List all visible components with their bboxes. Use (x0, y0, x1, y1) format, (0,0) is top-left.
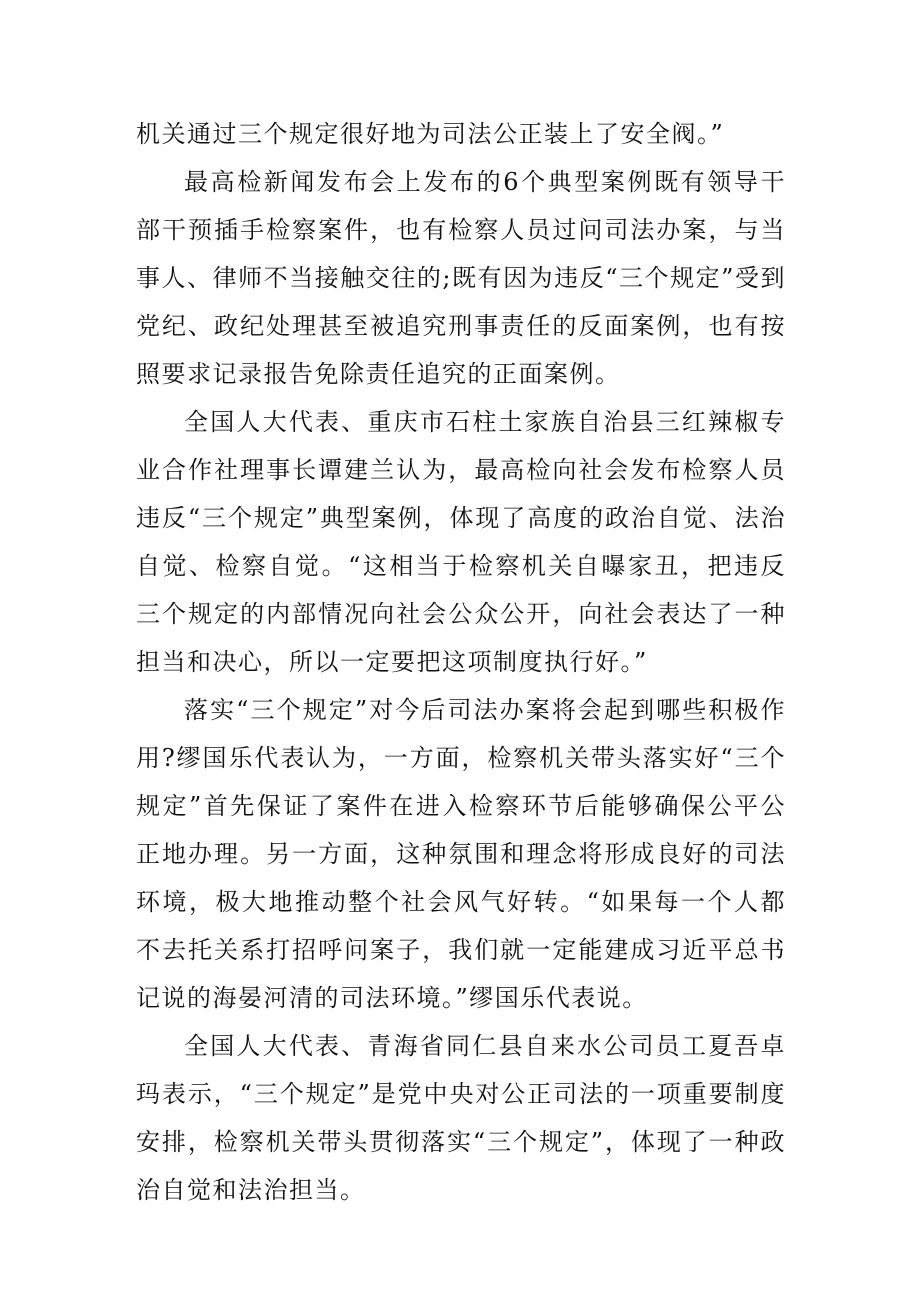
paragraph-typical-cases: 最高检新闻发布会上发布的6个典型案例既有领导干部干预插手检察案件，也有检察人员过问司法办案，与当事人、律师不当接触交往的;既有因为违反“三个规定”受到党纪、政纪处理甚至被追究刑事责任的反面案例，也有按照要求记录报告免除责任追究的正面案例。 (136, 168, 786, 388)
paragraph-tan-jianlan: 全国人大代表、重庆市石柱土家族自治县三红辣椒专业合作社理事长谭建兰认为，最高检向社会发布检察人员违反“三个规定”典型案例，体现了高度的政治自觉、法治自觉、检察自觉。“这相当于检察机关自曝家丑，把违反三个规定的内部情况向社会公众公开，向社会表达了一种担当和决心，所以一定要把这项制度执行好。” (136, 408, 786, 676)
paragraph-xiawu-zhuoma: 全国人大代表、青海省同仁县自来水公司员工夏吾卓玛表示，“三个规定”是党中央对公正司法的一项重要制度安排，检察机关带头贯彻落实“三个规定”，体现了一种政治自觉和法治担当。 (136, 1032, 786, 1204)
paragraph-continuation: 机关通过三个规定很好地为司法公正装上了安全阀。” (136, 120, 725, 148)
paragraph-miao-guole: 落实“三个规定”对今后司法办案将会起到哪些积极作用?缪国乐代表认为，一方面，检察机关带头落实好“三个规定”首先保证了案件在进入检察环节后能够确保公平公正地办理。另一方面，这种氛围和理念将形成良好的司法环境，极大地推动整个社会风气好转。“如果每一个人都不去托关系打招呼问案子，我们就一定能建成习近平总书记说的海晏河清的司法环境。”缪国乐代表说。 (136, 696, 786, 1012)
